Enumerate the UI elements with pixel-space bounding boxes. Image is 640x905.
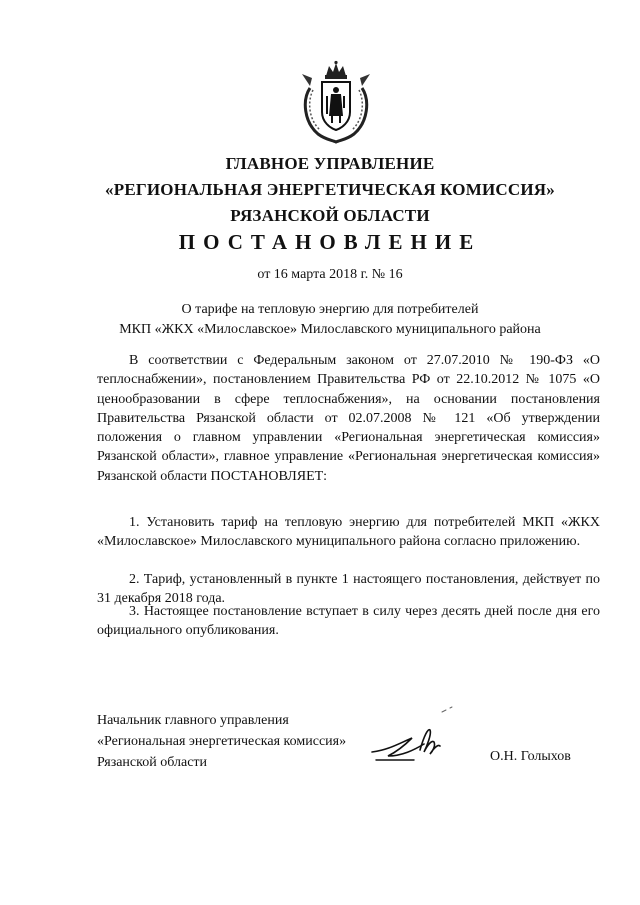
signer-position-line2: «Региональная энергетическая комиссия»: [97, 734, 347, 749]
signer-position-line1: Начальник главного управления: [97, 713, 289, 728]
handwritten-signature-icon: [368, 700, 460, 770]
resolution-item-3: 3. Настоящее постановление вступает в силу через десять дней после дня его официального опубликования.: [97, 604, 600, 639]
preamble-paragraph: В соответствии с Федеральным законом от 27.07.2010 № 190-ФЗ «О теплоснабжении», постановлением Правительства РФ от 22.10.2012 № 1075 «О ценообразовании в сфере теплоснабжения», на основании постановления Правительства Рязанской области от 02.07.2008 № 121 «Об утверждении положения о главном управлении «Региональная энергетическая комиссия» Рязанской области», главное управление «Региональная энергетическая комиссия» Рязанской области ПОСТАНОВЛЯЕТ:: [97, 353, 600, 484]
document-date-number: от 16 марта 2018 г. № 16: [257, 267, 403, 282]
org-title-line3: РЯЗАНСКОЙ ОБЛАСТИ: [230, 206, 430, 225]
document-type-heading: ПОСТАНОВЛЕНИЕ: [178, 230, 482, 254]
org-title-line1: ГЛАВНОЕ УПРАВЛЕНИЕ: [225, 154, 435, 173]
resolution-item-2: 2. Тариф, установленный в пункте 1 настоящего постановления, действует по 31 декабря 2018 года.: [97, 572, 600, 607]
document-subject-line2: МКП «ЖКХ «Милославское» Милославского муниципального района: [119, 322, 541, 337]
coat-of-arms-icon: [296, 60, 376, 144]
signer-position: [97, 710, 397, 773]
signer-position-line3: Рязанской области: [97, 755, 208, 770]
resolution-item-1: 1. Установить тариф на тепловую энергию для потребителей МКП «ЖКХ «Милославское» Милославского муниципального района согласно приложению.: [97, 515, 600, 550]
document-subject-line1: О тарифе на тепловую энергию для потребителей: [181, 302, 479, 317]
org-title-line2: «РЕГИОНАЛЬНАЯ ЭНЕРГЕТИЧЕСКАЯ КОМИССИЯ»: [105, 180, 555, 199]
signer-name: О.Н. Голыхов: [490, 749, 571, 764]
